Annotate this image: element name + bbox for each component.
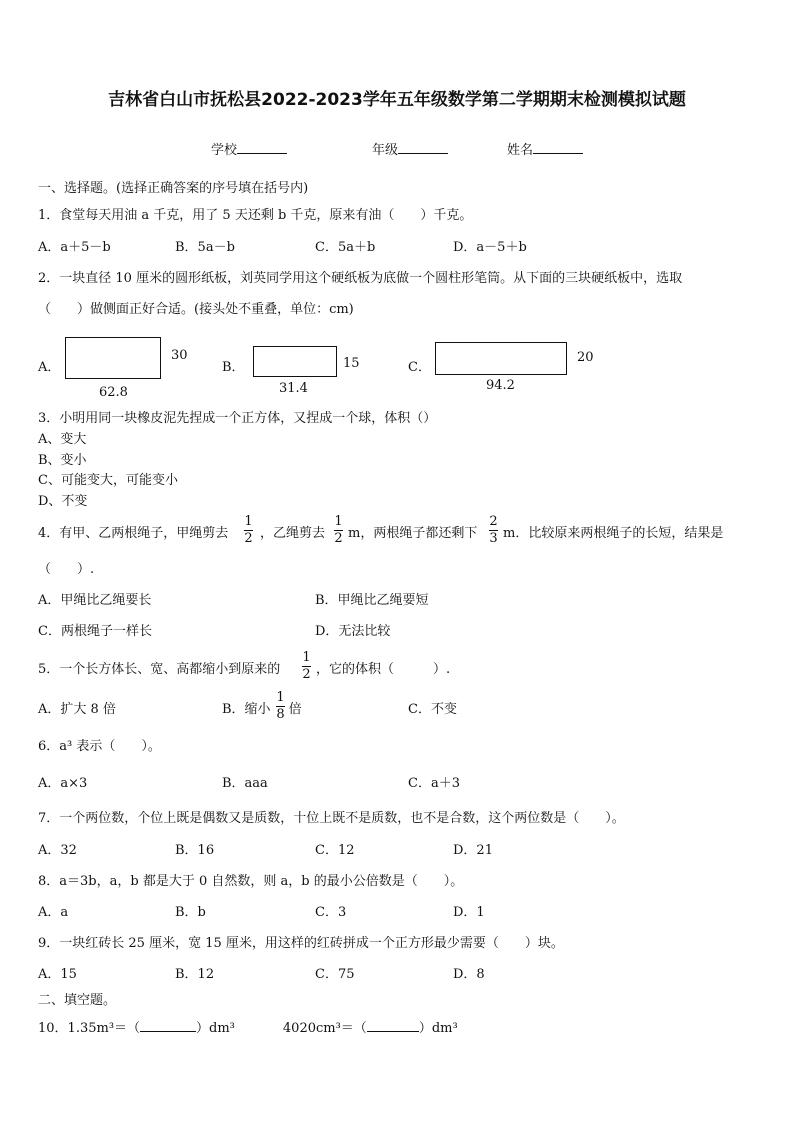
question-5-text-2: ，它的体积（ ）. <box>316 662 451 677</box>
q8-option-b[interactable]: B．b <box>175 905 206 920</box>
q7-option-b[interactable]: B．16 <box>175 843 215 858</box>
answer-blank-2[interactable] <box>367 1019 419 1032</box>
q8-option-d[interactable]: D．1 <box>453 905 485 920</box>
question-2-stem-line2: （ ）做侧面正好合适。(接头处不重叠，单位：cm) <box>38 302 354 317</box>
q2-option-b[interactable]: B． <box>222 360 245 375</box>
fraction-one-half: 1 2 <box>244 514 253 546</box>
q9-option-a[interactable]: A．15 <box>38 967 77 982</box>
q5-option-c[interactable]: C．不变 <box>408 702 457 717</box>
q6-option-b[interactable]: B．aaa <box>222 776 268 791</box>
q7-option-c[interactable]: C．12 <box>315 843 355 858</box>
question-4-text-4: m．比较原来两根绳子的长短，结果是 <box>503 526 724 541</box>
fraction-one-half: 1 2 <box>302 650 311 682</box>
q1-option-b[interactable]: B．5a－b <box>175 240 235 255</box>
question-8-stem: 8．a＝3b，a，b 都是大于 0 自然数，则 a，b 的最小公倍数是（ ）。 <box>38 874 464 889</box>
school-field[interactable]: 学校 <box>211 141 287 159</box>
q7-option-d[interactable]: D．21 <box>453 843 493 858</box>
q9-option-b[interactable]: B．12 <box>175 967 215 982</box>
q4-option-d[interactable]: D．无法比较 <box>315 624 391 639</box>
q1-option-c[interactable]: C．5a＋b <box>315 240 376 255</box>
question-4-text-2: ，乙绳剪去 <box>260 526 326 541</box>
answer-blank-1[interactable] <box>140 1019 196 1032</box>
question-4-text-3: m，两根绳子都还剩下 <box>348 526 478 541</box>
question-10: 10．1.35m³＝（ ）dm³ 4020cm³＝（ ）dm³ <box>38 1021 458 1036</box>
question-4-text-1: 4．有甲、乙两根绳子，甲绳剪去 <box>38 526 229 541</box>
question-9-stem: 9．一块红砖长 25 厘米，宽 15 厘米，用这样的红砖拼成一个正方形最少需要（ ）块。 <box>38 936 564 951</box>
fraction-two-thirds: 2 3 <box>489 514 498 546</box>
q9-option-c[interactable]: C．75 <box>315 967 355 982</box>
paperboard-a-rectangle <box>65 337 161 379</box>
q2-option-c[interactable]: C． <box>408 360 431 375</box>
q3-option-c[interactable]: C、可能变大，可能变小 <box>38 473 178 488</box>
question-3-stem: 3．小明用同一块橡皮泥先捏成一个正方体，又捏成一个球，体积（） <box>38 411 437 426</box>
q8-option-c[interactable]: C．3 <box>315 905 347 920</box>
q5-option-b[interactable]: B．缩小 倍 <box>222 702 302 717</box>
question-5-text-1: 5．一个长方体长、宽、高都缩小到原来的 <box>38 662 281 677</box>
grade-field[interactable]: 年级 <box>372 141 448 159</box>
q6-option-c[interactable]: C．a＋3 <box>408 776 460 791</box>
paperboard-b-rectangle <box>253 346 337 377</box>
fraction-one-half: 1 2 <box>334 514 343 546</box>
name-field[interactable]: 姓名 <box>507 141 583 159</box>
q7-option-a[interactable]: A．32 <box>38 843 77 858</box>
paperboard-c-width: 94.2 <box>486 378 515 393</box>
q9-option-d[interactable]: D．8 <box>453 967 485 982</box>
question-1-stem: 1．食堂每天用油 a 千克，用了 5 天还剩 b 千克，原来有油（ ）千克。 <box>38 208 473 223</box>
fraction-one-eighth: 1 8 <box>276 690 285 722</box>
q8-option-a[interactable]: A．a <box>38 905 69 920</box>
paperboard-c-rectangle <box>435 342 567 375</box>
paperboard-a-width: 62.8 <box>99 385 128 400</box>
q2-option-a[interactable]: A． <box>38 360 61 375</box>
q4-option-c[interactable]: C．两根绳子一样长 <box>38 624 152 639</box>
paperboard-b-height: 15 <box>343 356 360 371</box>
q3-option-a[interactable]: A、变大 <box>38 432 87 447</box>
q1-option-d[interactable]: D．a－5＋b <box>453 240 527 255</box>
page-title: 吉林省白山市抚松县2022-2023学年五年级数学第二学期期末检测模拟试题 <box>108 90 686 110</box>
question-2-stem-line1: 2．一块直径 10 厘米的圆形纸板，刘英同学用这个硬纸板为底做一个圆柱形笔筒。从下面的三块硬纸板中，选取 <box>38 271 683 286</box>
q3-option-b[interactable]: B、变小 <box>38 453 87 468</box>
question-7-stem: 7．一个两位数，个位上既是偶数又是质数，十位上既不是质数，也不是合数，这个两位数是（ ）。 <box>38 811 625 826</box>
question-6-stem: 6．a³ 表示（ ）。 <box>38 739 161 754</box>
paperboard-b-width: 31.4 <box>279 381 308 396</box>
q4-option-b[interactable]: B．甲绳比乙绳要短 <box>315 593 429 608</box>
question-4-line2: （ ）. <box>38 562 95 577</box>
q5-option-a[interactable]: A．扩大 8 倍 <box>38 702 116 717</box>
q6-option-a[interactable]: A．a×3 <box>38 776 88 791</box>
paperboard-c-height: 20 <box>577 350 594 365</box>
q1-option-a[interactable]: A．a＋5－b <box>38 240 111 255</box>
section-heading-choice: 一、选择题。(选择正确答案的序号填在括号内) <box>38 181 309 196</box>
q4-option-a[interactable]: A．甲绳比乙绳要长 <box>38 593 152 608</box>
section-heading-fill-in: 二、填空题。 <box>38 993 117 1008</box>
q3-option-d[interactable]: D、不变 <box>38 494 88 509</box>
paperboard-a-height: 30 <box>171 348 188 363</box>
